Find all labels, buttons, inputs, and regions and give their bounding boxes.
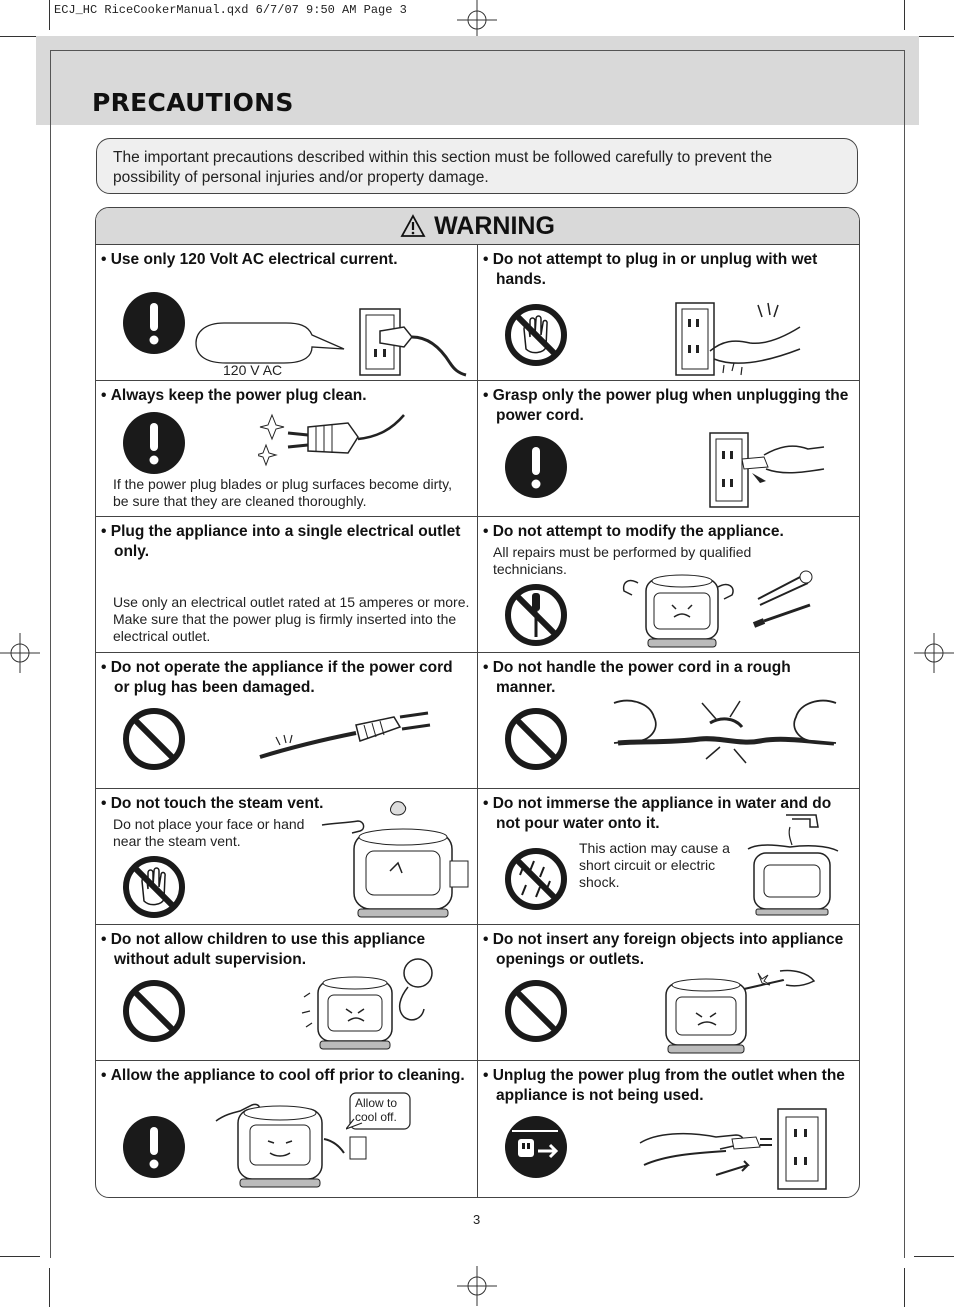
- item-title: • Plug the appliance into a single electrical outlet only.: [101, 522, 471, 562]
- item-title: • Do not allow children to use this appliance without adult supervision.: [101, 930, 471, 970]
- warning-item: [478, 653, 859, 788]
- item-title: • Do not attempt to modify the appliance.: [483, 522, 853, 542]
- wet-hand-unplug-icon: [674, 297, 804, 379]
- item-title: • Unplug the power plug from the outlet when the appliance is not being used.: [483, 1066, 853, 1106]
- warning-triangle-icon: [400, 214, 426, 238]
- item-title: • Always keep the power plug clean.: [101, 386, 471, 406]
- item-note: All repairs must be performed by qualified technicians.: [493, 544, 752, 577]
- warning-item: [96, 517, 478, 652]
- item-note: If the power plug blades or plug surfaces become dirty, be sure that they are cleaned thoroughly.: [113, 476, 453, 509]
- warning-item: [478, 381, 859, 516]
- registration-mark-icon: [0, 633, 40, 673]
- crop-mark: [904, 1268, 905, 1307]
- crop-mark: [49, 1268, 50, 1307]
- grasp-plug-icon: [708, 429, 828, 511]
- warning-row: [96, 245, 859, 381]
- registration-mark-icon: [914, 633, 954, 673]
- warning-item: [96, 789, 478, 924]
- warning-row: [96, 789, 859, 925]
- item-note: This action may cause a short circuit or electric shock.: [579, 840, 730, 890]
- foreign-object-insert-icon: [658, 969, 818, 1055]
- frame-line: [50, 50, 905, 51]
- item-note: Use only an electrical outlet rated at 15 amperes or more. Make sure that the power plug is firmly inserted into the electrical outlet.: [113, 594, 470, 644]
- print-slug: ECJ_HC RiceCookerManual.qxd 6/7/07 9:50 AM Page 3: [54, 3, 407, 17]
- registration-mark-icon: [457, 1266, 497, 1306]
- no-wet-hands-icon: [504, 303, 568, 367]
- crop-mark: [914, 1256, 954, 1257]
- prohibited-icon: [122, 979, 186, 1043]
- no-water-icon: [504, 847, 568, 911]
- warning-item: [96, 1061, 478, 1197]
- registration-mark-icon: [457, 0, 497, 40]
- warning-item: [96, 925, 478, 1060]
- water-pour-cooker-icon: [746, 809, 842, 921]
- child-and-cooker-icon: [296, 957, 444, 1057]
- page-number: 3: [473, 1212, 481, 1227]
- exclamation-icon: [504, 435, 568, 499]
- warning-item: [478, 245, 859, 380]
- page-title: PRECAUTIONS: [92, 88, 294, 117]
- warning-item: [96, 653, 478, 788]
- frame-line: [50, 50, 51, 1258]
- angry-rice-cooker-tools-icon: [618, 569, 818, 651]
- item-title: • Do not insert any foreign objects into appliance openings or outlets.: [483, 930, 853, 970]
- warning-item: [96, 381, 478, 516]
- crop-mark: [0, 1256, 40, 1257]
- crop-mark: [0, 36, 40, 37]
- voltage-callout: 120 V AC: [223, 362, 283, 378]
- item-note: Do not place your face or hand near the steam vent.: [113, 816, 305, 849]
- crop-mark: [904, 0, 905, 30]
- intro-text: The important precautions described within this section must be followed carefully to prevent the possibility of personal injuries and/or property damage.: [113, 149, 773, 186]
- no-touch-icon: [122, 855, 186, 919]
- item-title: • Grasp only the power plug when unplugging the power cord.: [483, 386, 853, 426]
- unplug-wall-outlet-icon: [636, 1103, 846, 1193]
- steam-vent-cooker-icon: [318, 801, 474, 921]
- warning-item: [96, 245, 478, 380]
- clean-plug-icon: [258, 411, 408, 473]
- prohibited-icon: [122, 707, 186, 771]
- prohibited-icon: [504, 979, 568, 1043]
- warning-box: [95, 207, 860, 1198]
- warning-header: [96, 208, 859, 245]
- unplug-icon: [504, 1115, 568, 1179]
- crop-mark: [49, 0, 50, 30]
- item-title: • Do not touch the steam vent.: [101, 794, 471, 814]
- item-title: • Allow the appliance to cool off prior to cleaning.: [101, 1066, 471, 1086]
- warning-item: [478, 1061, 859, 1197]
- item-title: • Do not immerse the appliance in water and do not pour water onto it.: [483, 794, 853, 834]
- intro-box: [96, 138, 858, 194]
- prohibited-icon: [504, 707, 568, 771]
- damaged-cord-icon: [256, 697, 436, 767]
- warning-row: [96, 517, 859, 653]
- warning-item: [478, 925, 859, 1060]
- warning-row: [96, 653, 859, 789]
- cool-off-callout: Allow to cool off.: [355, 1096, 398, 1124]
- item-title: • Do not handle the power cord in a rough manner.: [483, 658, 853, 698]
- exclamation-icon: [122, 291, 186, 355]
- item-title: • Do not attempt to plug in or unplug with wet hands.: [483, 250, 853, 290]
- item-title: • Do not operate the appliance if the power cord or plug has been damaged.: [101, 658, 471, 698]
- warning-row: [96, 381, 859, 517]
- no-disassembly-icon: [504, 583, 568, 647]
- exclamation-icon: [122, 411, 186, 475]
- warning-title: WARNING: [434, 211, 555, 240]
- wall-outlet-plug-icon: [358, 307, 468, 379]
- warning-grid: [96, 245, 859, 1197]
- warning-item: [478, 789, 859, 924]
- rough-cord-handling-icon: [610, 693, 840, 783]
- crop-mark: [914, 36, 954, 37]
- frame-line: [904, 50, 905, 1258]
- exclamation-icon: [122, 1115, 186, 1179]
- warning-row: [96, 925, 859, 1061]
- item-title: • Use only 120 Volt AC electrical current.: [101, 250, 471, 270]
- warning-item: [478, 517, 859, 652]
- warning-row: [96, 1061, 859, 1197]
